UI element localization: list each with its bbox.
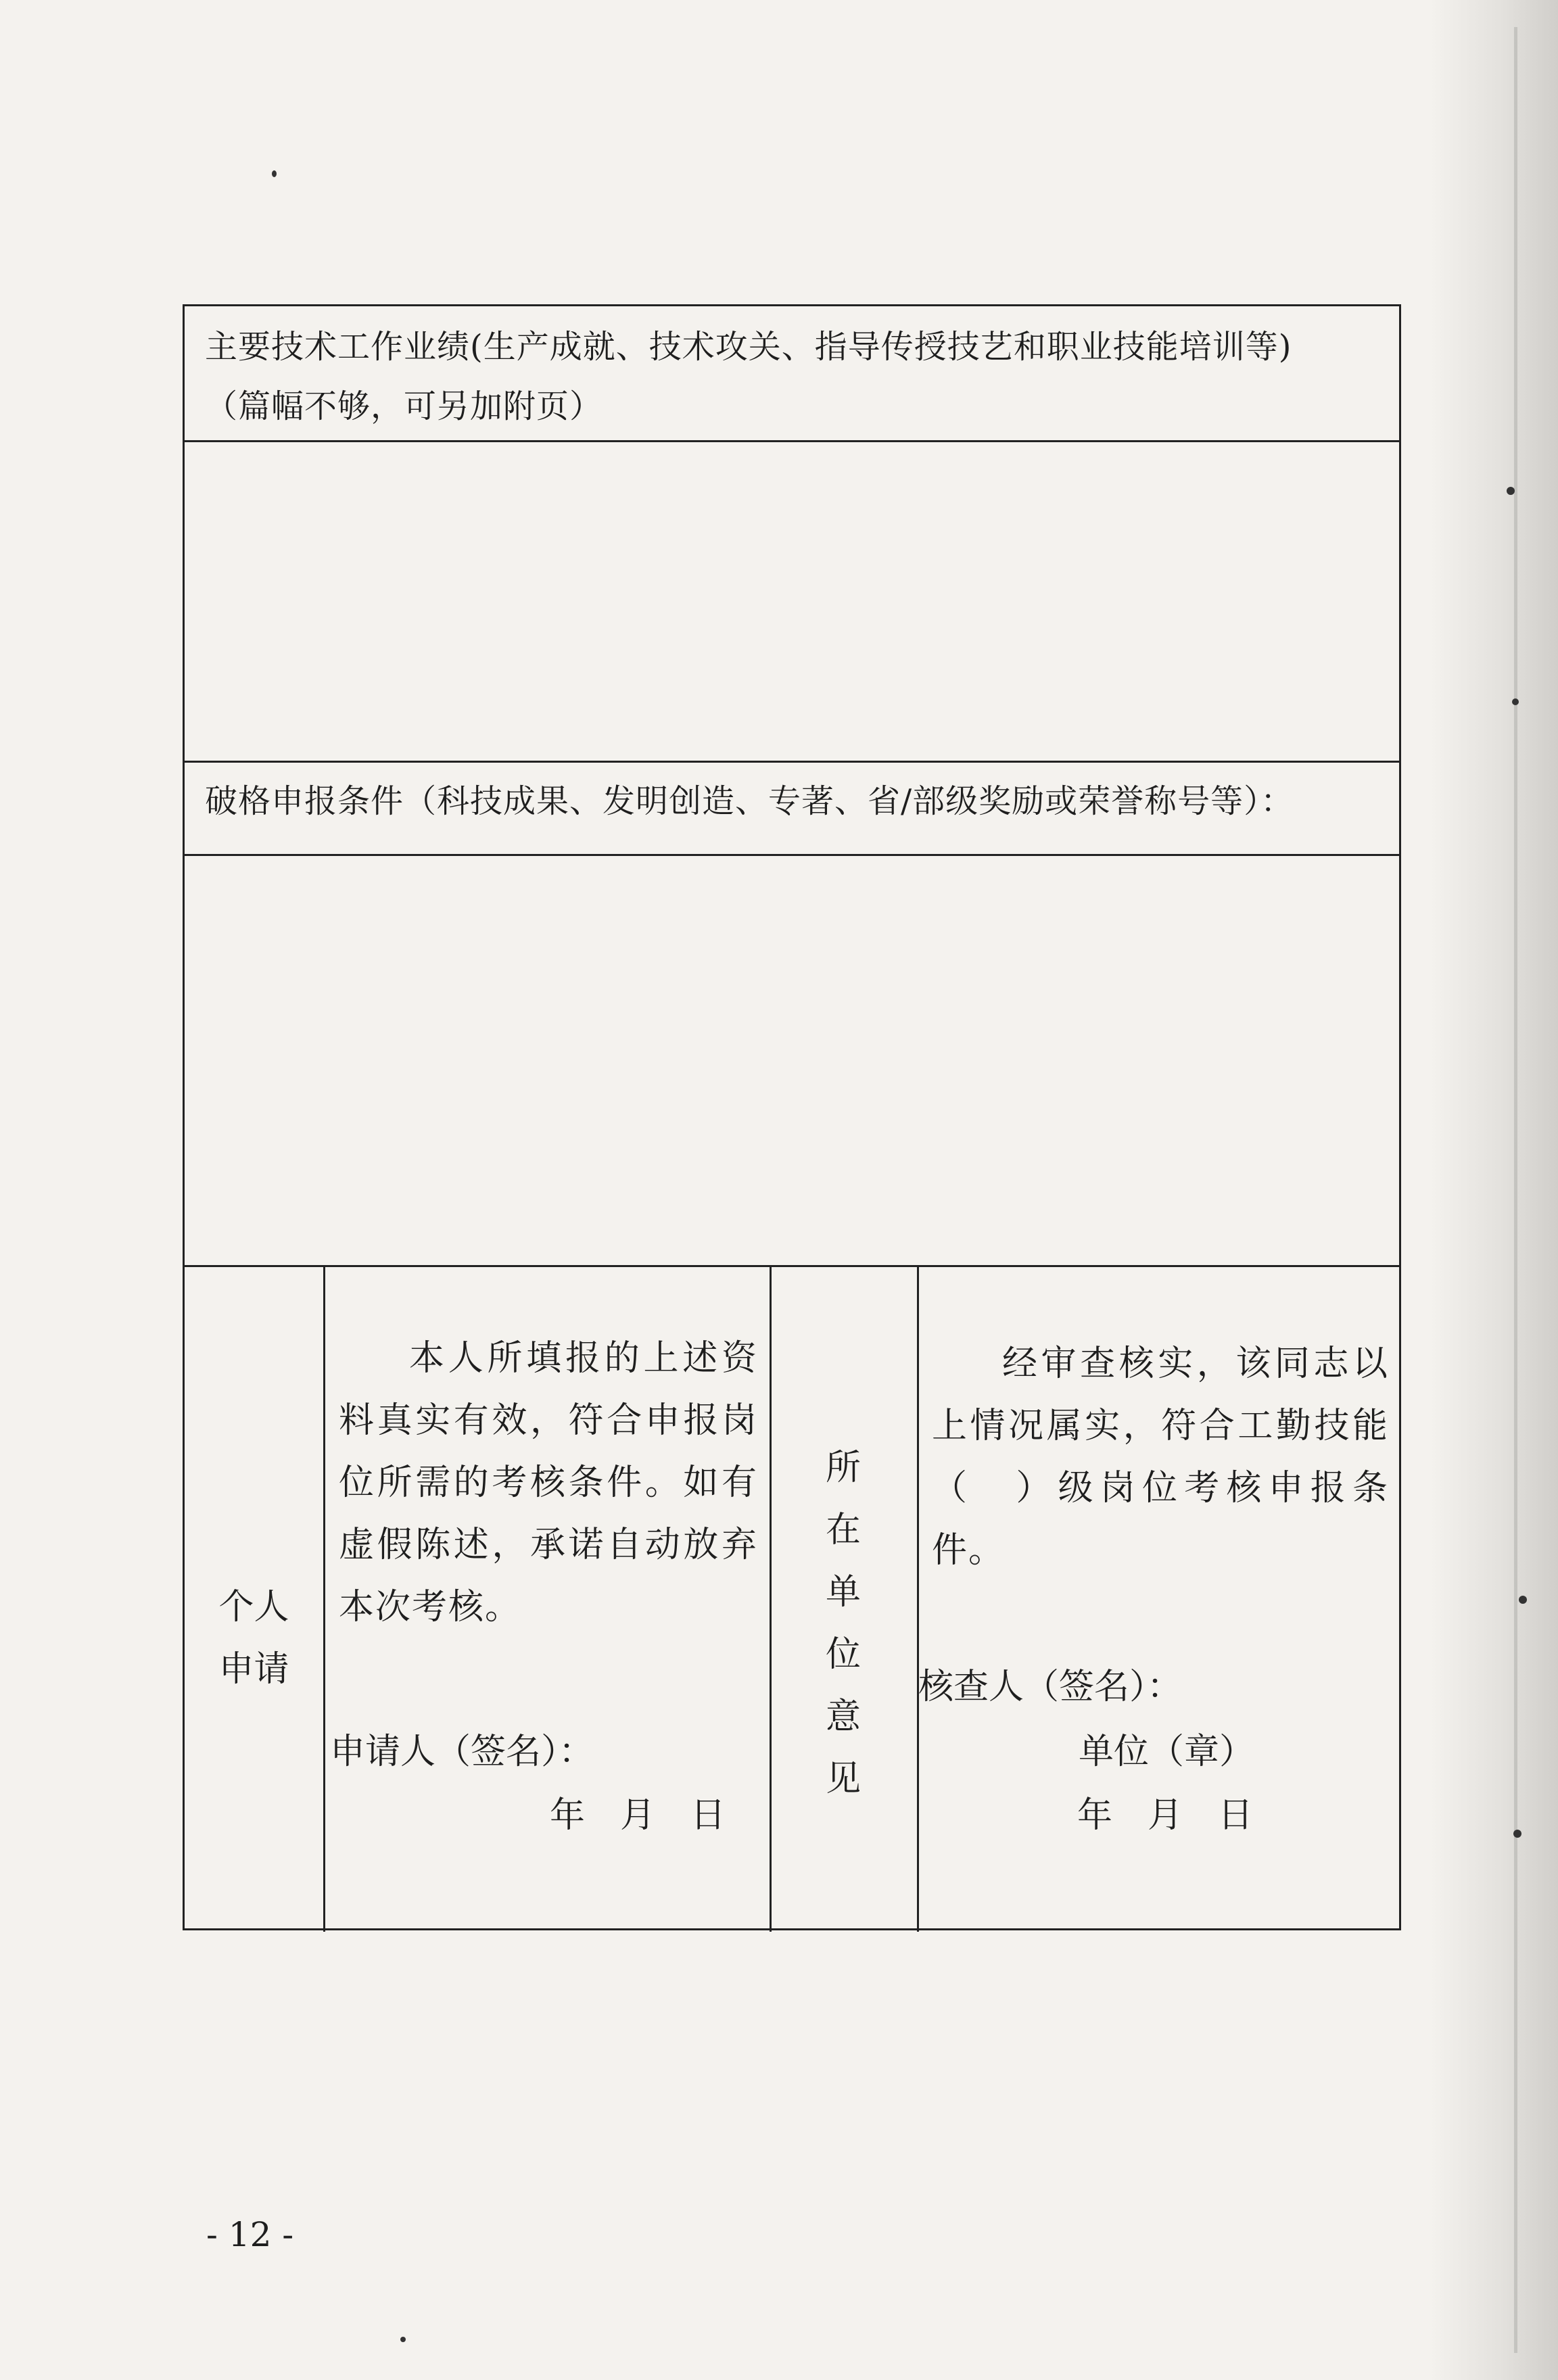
section-divider: [185, 440, 1399, 442]
unit-date: 年 月 日: [1077, 1795, 1254, 1836]
unit-statement: 经审查核实，该同志以上情况属实，符合工勤技能（ ）级岗位考核申报条件。: [932, 1343, 1389, 1571]
page-number: - 12 -: [206, 2215, 294, 2254]
checker-signature-label: 核查人（签名）：: [918, 1667, 1183, 1707]
achievements-note: （篇幅不够，可另加附页）: [205, 387, 603, 425]
personal-statement: 本人所填报的上述资料真实有效，符合申报岗位所需的考核条件。如有虚假陈述，承诺自动放弃本次考核。: [339, 1338, 758, 1627]
scan-speck: [272, 170, 277, 177]
scan-speck: [1519, 1596, 1527, 1604]
achievements-title: 主要技术工作业绩(生产成就、技术攻关、指导传授技艺和职业技能培训等): [205, 328, 1292, 366]
applicant-date: 年 月 日: [550, 1795, 726, 1836]
applicant-signature-label: 申请人（签名）：: [330, 1732, 594, 1772]
page-edge: [1514, 27, 1517, 2353]
section-divider: [185, 761, 1399, 763]
scan-speck: [1507, 487, 1515, 495]
exception-title: 破格申报条件（科技成果、发明创造、专著、省/部级奖励或荣誉称号等）：: [205, 782, 1294, 820]
scan-speck: [1513, 1830, 1521, 1838]
personal-application-label: 个人 申请: [218, 1587, 289, 1690]
checker-signature-area[interactable]: [919, 1652, 1399, 1848]
page-shadow: [1430, 0, 1558, 2380]
achievements-content-area[interactable]: [185, 444, 1399, 761]
scan-speck: [1512, 698, 1519, 705]
section-divider: [185, 854, 1399, 856]
applicant-signature-area[interactable]: [325, 1713, 768, 1848]
section-divider: [185, 1265, 1399, 1267]
exception-content-area[interactable]: [185, 857, 1399, 1265]
unit-stamp-label: 单位（章）: [1079, 1732, 1255, 1772]
scan-speck: [400, 2337, 406, 2342]
unit-opinion-label: 所 在 单 位 意 见: [825, 1448, 861, 1799]
column-divider: [770, 1265, 772, 1932]
application-form-table: [183, 304, 1401, 1930]
